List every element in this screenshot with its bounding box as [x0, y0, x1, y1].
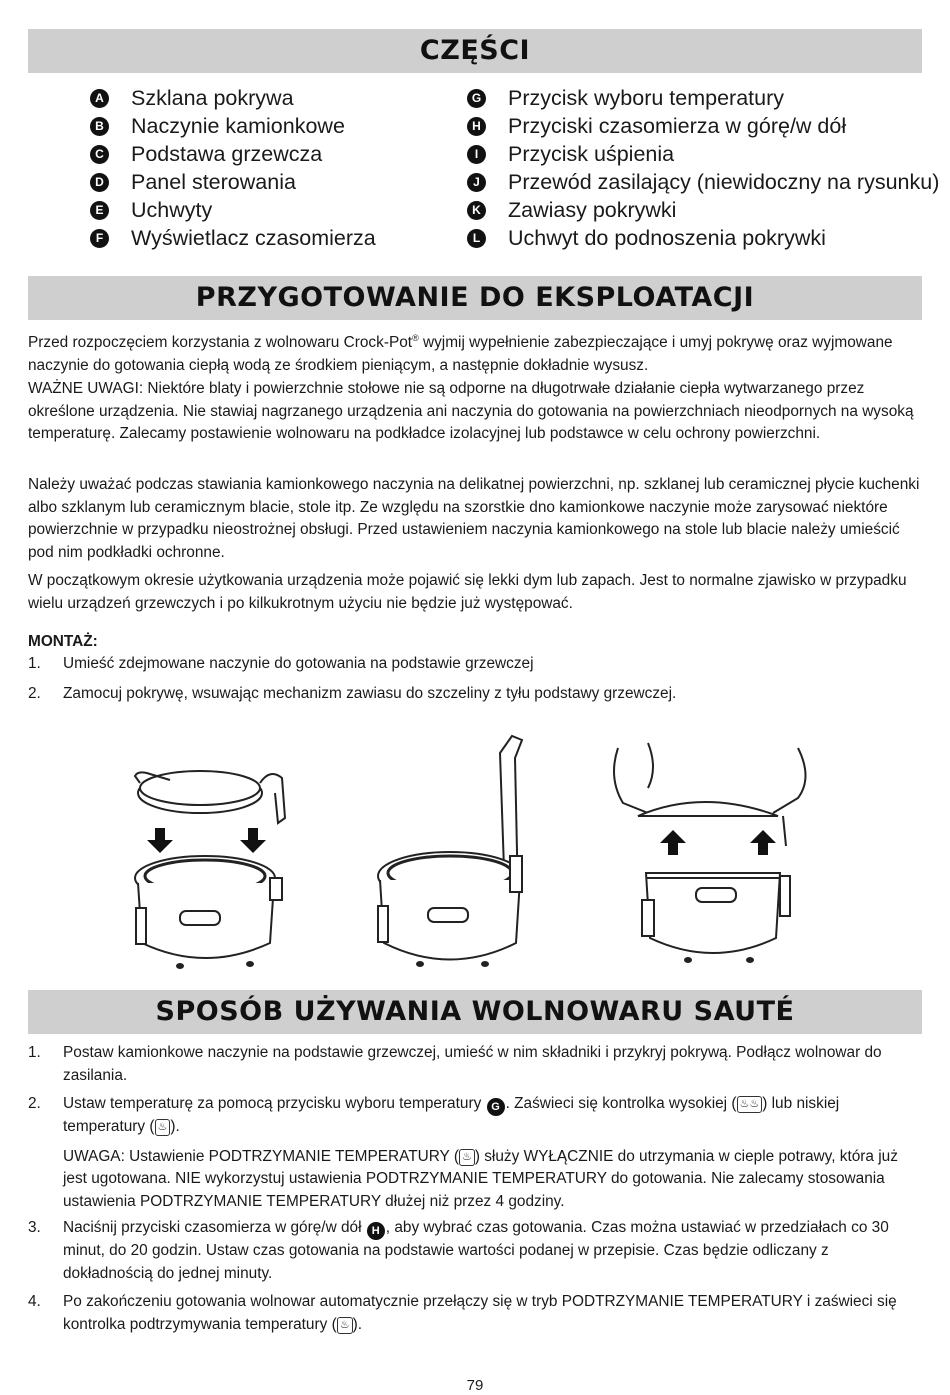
step-text-a: Po zakończeniu gotowania wolnowar automatycznie przełączy się w tryb PODTRZYMANIE TEMPERATURY i zaświeci się kontrolka podtrzymywania temperatury (: [63, 1293, 897, 1333]
arrow-up-icon: [750, 830, 776, 855]
part-item: [467, 112, 939, 140]
part-label: Przycisk uśpienia: [508, 141, 675, 166]
prep-p1-text-a: Przed rozpoczęciem korzystania z wolnowaru Crock-Pot: [28, 334, 413, 352]
prep-p4-text: W początkowym okresie użytkowania urządzenia może pojawić się lekki dym lub zapach. Jest to normalne zjawisko w przypadku wielu urządzeń grzewczych i po kilkukrotnym użyciu nie będzie już występować.: [28, 572, 907, 612]
part-label: Szklana pokrywa: [131, 85, 294, 110]
usage-step-3: [28, 1217, 922, 1285]
part-label: Panel sterowania: [131, 169, 296, 194]
section-title-parts: CZĘŚCI: [28, 29, 922, 73]
usage-note: [63, 1146, 922, 1214]
part-item: [467, 224, 939, 252]
step-text-c: ) lub niskiej temperatury (: [63, 1095, 840, 1135]
part-item: [90, 168, 376, 196]
badge-h-icon: H: [367, 1222, 385, 1240]
illustration-remove-lid: [608, 728, 823, 978]
part-label: Uchwyty: [131, 197, 213, 222]
part-letter-badge: D: [90, 173, 109, 192]
part-item: [90, 84, 376, 112]
part-letter-badge: H: [467, 117, 486, 136]
part-letter-badge: L: [467, 229, 486, 248]
step-text-b: . Zaświeci się kontrolka wysokiej (: [505, 1095, 737, 1112]
part-item: [467, 140, 939, 168]
step-text: [63, 1093, 922, 1139]
step-number: 2.: [28, 1095, 41, 1112]
step-number: 1.: [28, 655, 41, 672]
badge-g-icon: G: [487, 1098, 505, 1116]
step-number: 1.: [28, 1044, 41, 1061]
keep-warm-icon: ♨: [337, 1317, 353, 1334]
part-label: Naczynie kamionkowe: [131, 113, 345, 138]
note-text-a: UWAGA: Ustawienie PODTRZYMANIE TEMPERATURY (: [63, 1147, 459, 1165]
keep-warm-icon: ♨: [459, 1149, 475, 1166]
prep-p2-text: WAŻNE UWAGI: Niektóre blaty i powierzchnie stołowe nie są odporne na długotrwałe działanie ciepła wytwarzanego przez określone urządzenia. Nie stawiaj nagrzanego urządzenia ani naczynia do gotowania na powierzchniach nieodpornych na wysoką temperaturę. Zalecamy postawienie wolnowaru na podkładce izolacyjnej lub podstawce w celu ochrony powierzchni.: [28, 380, 914, 442]
usage-step-4: [28, 1291, 922, 1336]
usage-step-1: [28, 1042, 922, 1087]
part-label: Przewód zasilający (niewidoczny na rysunku): [508, 169, 940, 194]
part-item: [90, 224, 376, 252]
arrow-up-icon: [660, 830, 686, 855]
part-label: Zawiasy pokrywki: [508, 197, 677, 222]
prep-paragraph-1: [28, 327, 922, 377]
step-text: Umieść zdejmowane naczynie do gotowania na podstawie grzewczej: [63, 655, 534, 672]
part-item: [90, 140, 376, 168]
part-item: [90, 112, 376, 140]
registered-mark: ®: [412, 333, 419, 343]
illustration-place-lid: [120, 728, 320, 978]
step-text: [63, 1291, 922, 1336]
part-label: Uchwyt do podnoszenia pokrywki: [508, 225, 826, 250]
step-text-a: Ustaw temperaturę za pomocą przycisku wyboru temperatury: [63, 1095, 486, 1112]
prep-paragraph-2: [28, 378, 922, 446]
low-heat-icon: ♨: [155, 1119, 171, 1136]
usage-step-2: [28, 1093, 922, 1213]
high-heat-icon: ♨♨: [737, 1096, 763, 1113]
step-number: 2.: [28, 685, 41, 702]
part-label: Wyświetlacz czasomierza: [131, 225, 376, 250]
prep-p3-text: Należy uważać podczas stawiania kamionkowego naczynia na delikatnej powierzchni, np. szklanej lub ceramicznej płycie kuchenki albo szklanym lub ceramicznym blacie, stole itp. Ze względu na szorstkie dno kamionkowe naczynie może zarysować niektóre powierzchnie w przypadku nieostrożnej obsługi. Przed ustawieniem naczynia kamionkowego na stole lub blacie należy umieścić pod nim podkładki ochronne.: [28, 476, 920, 561]
page-number: 79: [466, 1377, 484, 1394]
step-text: Postaw kamionkowe naczynie na podstawie grzewczej, umieść w nim składniki i przykryj pokrywą. Podłącz wolnowar do zasilania.: [63, 1044, 882, 1084]
illustration-attach-hinge: [360, 728, 560, 978]
arrow-down-icon: [240, 828, 266, 853]
part-letter-badge: C: [90, 145, 109, 164]
step-text: [63, 1217, 922, 1285]
part-label: Przycisk wyboru temperatury: [508, 85, 784, 110]
part-letter-badge: A: [90, 89, 109, 108]
part-item: [467, 168, 939, 196]
part-letter-badge: G: [467, 89, 486, 108]
step-text-a: Naciśnij przyciski czasomierza w górę/w dół: [63, 1219, 366, 1236]
part-label: Podstawa grzewcza: [131, 141, 323, 166]
part-item: [467, 84, 939, 112]
step-text-d: ).: [170, 1118, 180, 1135]
step-number: 3.: [28, 1219, 41, 1236]
step-text: Zamocuj pokrywę, wsuwając mechanizm zawiasu do szczeliny z tyłu podstawy grzewczej.: [63, 685, 677, 702]
step-text-b: , aby wybrać czas gotowania. Czas można ustawiać w przedziałach co 30 minut, do 20 godzin. Ustaw czas gotowania na podstawie wartości podanej w przepisie. Czas będzie odliczany z dokładnością do jednej minuty.: [63, 1219, 889, 1282]
prep-paragraph-4: [28, 570, 922, 615]
part-item: [90, 196, 376, 224]
step-number: 4.: [28, 1293, 41, 1310]
part-item: [467, 196, 939, 224]
assembly-step-2: [28, 683, 922, 706]
parts-list-right: [467, 84, 939, 252]
arrow-down-icon: [147, 828, 173, 853]
parts-list-left: [90, 84, 376, 252]
assembly-step-1: [28, 653, 922, 676]
part-letter-badge: E: [90, 201, 109, 220]
prep-paragraph-3: [28, 474, 922, 564]
part-letter-badge: I: [467, 145, 486, 164]
part-label: Przyciski czasomierza w górę/w dół: [508, 113, 847, 138]
part-letter-badge: K: [467, 201, 486, 220]
step-text-b: ).: [352, 1315, 362, 1333]
note-text-b: ) służy WYŁĄCZNIE do utrzymania w cieple potrawy, która już jest ugotowana. NIE wykorzystuj ustawienia PODTRZYMANIE TEMPERATURY do gotowania. Nie zalecamy stosowania ustawienia PODTRZYMANIE TEMPERATURY dłużej niż przez 4 godziny.: [63, 1147, 898, 1210]
section-title-usage: SPOSÓB UŻYWANIA WOLNOWARU SAUTÉ: [28, 990, 922, 1034]
section-title-preparation: PRZYGOTOWANIE DO EKSPLOATACJI: [28, 276, 922, 320]
part-letter-badge: J: [467, 173, 486, 192]
assembly-title: MONTAŻ:: [28, 633, 98, 650]
prep-p1-text-b: wyjmij wypełnienie zabezpieczające i umyj pokrywę oraz wyjmowane naczynie do gotowania ciepłą wodą ze środkiem pieniącym, a następnie dokładnie wysusz.: [28, 334, 893, 374]
part-letter-badge: F: [90, 229, 109, 248]
part-letter-badge: B: [90, 117, 109, 136]
